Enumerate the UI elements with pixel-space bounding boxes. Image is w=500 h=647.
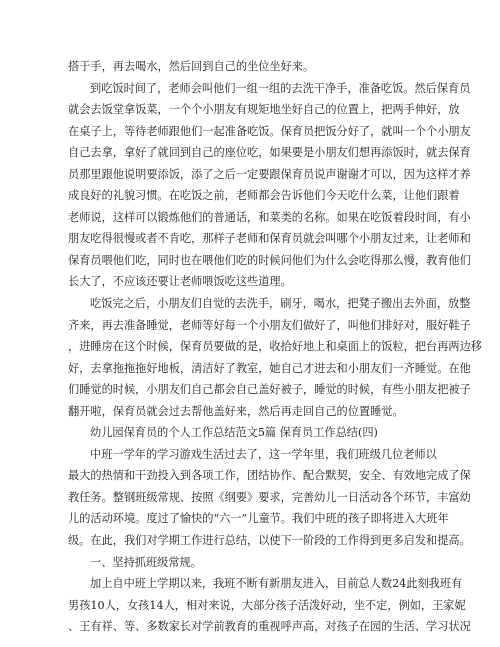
text-line: 就会去饭堂拿饭菜，一个个小朋友有规矩地坐好自己的位置上，把两手伸好，放 xyxy=(68,103,460,117)
section-heading: 幼儿园保育员的个人工作总结范文5篇 保育员工作总结(四) xyxy=(90,426,378,440)
text-line: 加上自中班上学期以来，我班不断有新朋友进入，目前总人数24此刻我班有 xyxy=(90,577,463,591)
document-page xyxy=(68,56,482,638)
text-line: 在桌子上，等待老师跟他们一起准备吃饭。保育员把饭分好了，就叫一个个小朋友 xyxy=(68,124,471,138)
text-line: 齐来，再去准备睡觉，老师等好每一个小朋友们做好了，叫他们排好对，服好鞋子 xyxy=(68,318,471,332)
text-line: 朋友吃得很慢或者不肯吃，那样子老师和保育员就会叫哪个小朋友过来，让老师和 xyxy=(68,232,471,246)
text-line: 教任务。整钢班级常规、按照《纲要》要求，完善幼儿一日活动各个环节，丰富幼 xyxy=(68,490,471,504)
text-line: 男孩10人，女孩14人，相对来说，大部分孩子活泼好动，坐不定，例如，王家妮 xyxy=(68,598,466,612)
text-line: 中班一学年的学习游戏生活过去了，这一学年里，我们班级几位老师以 xyxy=(90,447,437,461)
text-line: 好，去拿拖拖拖好地板，清洁好了教室，她自己才进去和小朋友们一齐睡觉。在他 xyxy=(68,361,471,375)
text-line: 长大了，不应该还要让老师喂饭吃这些道理。 xyxy=(68,275,292,289)
text-line: ，进睡房在这个时候，保育员要做的是，收拾好地上和桌面上的饭粒，把台再两边移 xyxy=(68,340,482,354)
text-line: 们睡觉的时候，小朋友们自己都会自己盖好被子，睡觉的时候，有些小朋友把被子 xyxy=(68,383,471,397)
text-line: 搭于手，再去喝水，然后回到自己的坐位坐好来。 xyxy=(68,60,315,73)
text-line: 成良好的礼貌习惯。在吃饭之前，老师都会告诉他们今天吃什么菜，让他们跟着 xyxy=(68,189,460,203)
text-line: 吃饭完之后，小朋友们自觉的去洗手，刷牙，喝水，把凳子搬出去外面，放整 xyxy=(90,297,471,311)
text-line: 最大的热情和干劲投入到各项工作，团结协作、配合默契，安全、有效地完成了保 xyxy=(68,469,471,483)
subheading: 一、坚持抓班级常规。 xyxy=(90,555,202,569)
text-line: 保育员喂他们吃，同时也在喂他们吃的时候问他们为什么会吃得那么慢，教育他们 xyxy=(68,253,471,267)
text-line: 员那里跟他说明要添饭，添了之后一定要跟保育员说声谢谢才可以，因为这样才养 xyxy=(68,167,471,181)
text-line: 翻开啦，保育员就会过去帮他盖好来，然后再走回自己的位置睡觉。 xyxy=(68,404,404,418)
text-line: 自己去拿，拿好了就回到自己的座位吃，如果要是小朋友们想再添饭时，就去保育 xyxy=(68,146,471,160)
text-line: 、王有祥、等、多数家长对学前教育的重视呼声高，对孩子在园的生活、学习状况 xyxy=(68,620,471,634)
text-line: 到吃饭时间了，老师会叫他们一组一组的去洗干净手，准备吃饭。然后保育员 xyxy=(90,81,471,95)
text-line: 儿的活动环境。度过了愉快的“六一”儿童节。我们中班的孩子即将进入大班年 xyxy=(68,512,449,526)
text-line: 级。在此，我们对学期工作进行总结，以使下一阶段的工作得到更多启发和提高。 xyxy=(68,534,471,548)
text-line: 老师说，这样可以锻炼他们的普通话，和菜类的名称。如果在吃饭着段时间，有小 xyxy=(68,210,471,224)
